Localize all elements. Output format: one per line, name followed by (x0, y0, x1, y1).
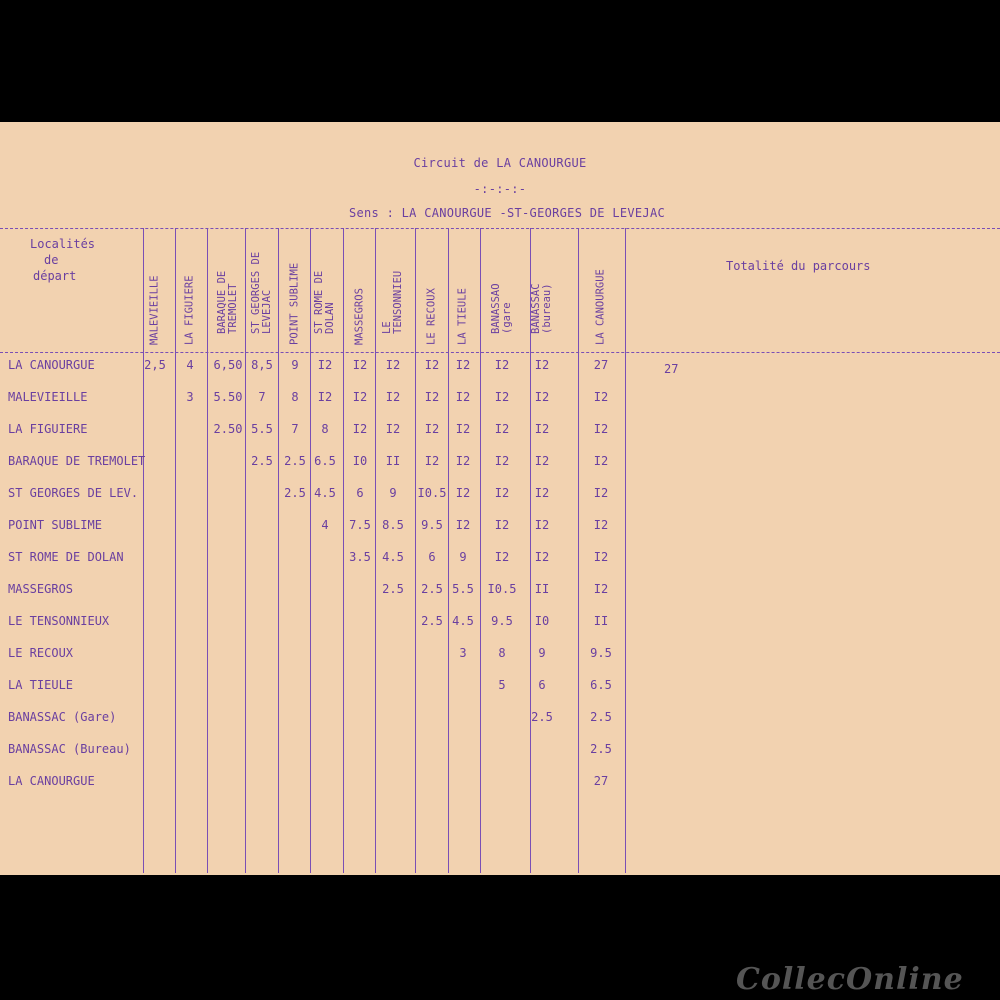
table-cell: 6.5 (590, 678, 612, 692)
column-header-label: MALEVIEILLE (148, 275, 161, 345)
table-cell: I0 (352, 454, 368, 468)
table-cell: I0.5 (417, 486, 447, 500)
table-cell: 9 (291, 358, 299, 372)
table-cell: 2,5 (144, 358, 166, 372)
table-cell: 2.5 (590, 742, 612, 756)
table-cell: I2 (534, 422, 550, 436)
table-cell: 9.5 (491, 614, 513, 628)
column-header-label: ST GEORGES DE LEVEJAC (250, 251, 273, 334)
table-cell: 2.50 (213, 422, 243, 436)
table-cell: I2 (455, 518, 471, 532)
row-label: BARAQUE DE TREMOLET (8, 454, 146, 468)
table-cell: 2.5 (382, 582, 404, 596)
row-label: LA TIEULE (8, 678, 74, 692)
column-header (344, 234, 376, 356)
title-separator: -:-:-:- (473, 182, 527, 196)
column-header (447, 234, 479, 356)
table-cell: 6,50 (213, 358, 243, 372)
table-cell: I2 (494, 422, 510, 436)
table-cell: 4.5 (452, 614, 474, 628)
table-cell: 6 (428, 550, 436, 564)
row-label: ST GEORGES DE LEV. (8, 486, 139, 500)
row-label: MALEVIEILLE (8, 390, 88, 404)
table-cell: I2 (424, 358, 440, 372)
table-cell: 2.5 (284, 454, 306, 468)
table-cell: I2 (534, 358, 550, 372)
column-header (416, 234, 448, 356)
table-cell: I2 (593, 454, 609, 468)
table-cell: 2.5 (421, 582, 443, 596)
table-cell: I2 (317, 390, 333, 404)
table-cell: 5.50 (213, 390, 243, 404)
table-cell: I2 (534, 518, 550, 532)
table-cell: 2.5 (421, 614, 443, 628)
row-label: ST ROME DE DOLAN (8, 550, 124, 564)
column-header (486, 234, 518, 356)
table-cell: I2 (385, 422, 401, 436)
table-cell: I2 (455, 422, 471, 436)
row-label: LE TENSONNIEUX (8, 614, 110, 628)
row-label: LE RECOUX (8, 646, 74, 660)
column-rule (578, 228, 579, 873)
table-cell: I2 (593, 518, 609, 532)
document-title: Circuit de LA CANOURGUE (413, 156, 587, 170)
table-cell: 8 (498, 646, 506, 660)
row-label: BANASSAC (Gare) (8, 710, 117, 724)
column-header (585, 234, 617, 356)
table-cell: 3.5 (349, 550, 371, 564)
table-cell: II (593, 614, 609, 628)
table-cell: I2 (534, 390, 550, 404)
column-header-label: BARAQUE DE TREMOLET (216, 270, 239, 334)
column-header-label: LA TIEULE (456, 288, 469, 345)
table-cell: 9 (459, 550, 467, 564)
table-cell: I2 (593, 550, 609, 564)
table-cell: 7.5 (349, 518, 371, 532)
table-cell: 2.5 (590, 710, 612, 724)
table-cell: I2 (455, 358, 471, 372)
table-cell: 6 (356, 486, 364, 500)
table-cell: 9 (389, 486, 397, 500)
table-cell: II (534, 582, 550, 596)
table-cell: 4.5 (382, 550, 404, 564)
table-cell: 7 (291, 422, 299, 436)
column-header (174, 234, 206, 356)
column-header (139, 234, 171, 356)
document-sheet (0, 122, 1000, 875)
table-cell: I2 (385, 390, 401, 404)
column-header-label: MASSEGROS (353, 288, 366, 345)
row-label: LA FIGUIERE (8, 422, 88, 436)
corner-header: Localités de départ (30, 237, 96, 283)
table-cell: 5.5 (251, 422, 273, 436)
table-cell: 2.5 (531, 710, 553, 724)
table-cell: I2 (385, 358, 401, 372)
table-cell: 4 (186, 358, 194, 372)
table-cell: 5.5 (452, 582, 474, 596)
table-cell: I2 (494, 358, 510, 372)
column-rule (207, 228, 208, 873)
table-cell: 6 (538, 678, 546, 692)
table-cell: I2 (352, 422, 368, 436)
table-cell: 27 (593, 774, 609, 788)
table-cell: I2 (494, 486, 510, 500)
column-header (279, 234, 311, 356)
table-cell: 3 (459, 646, 467, 660)
column-header-label: LE RECOUX (425, 288, 438, 345)
table-cell: I2 (424, 454, 440, 468)
table-cell: 9.5 (421, 518, 443, 532)
row-label: POINT SUBLIME (8, 518, 102, 532)
table-cell: 4.5 (314, 486, 336, 500)
table-cell: I0 (534, 614, 550, 628)
table-cell: I2 (534, 550, 550, 564)
column-header-label: BANASSAC (bureau) (530, 283, 553, 334)
column-header-label: LE TENSONNIEU (381, 270, 404, 334)
table-cell: I2 (593, 582, 609, 596)
row-label: LA CANOURGUE (8, 774, 95, 788)
row-label: LA CANOURGUE (8, 358, 95, 372)
table-cell: I2 (494, 518, 510, 532)
row-label: BANASSAC (Bureau) (8, 742, 131, 756)
table-cell: I2 (352, 358, 368, 372)
table-cell: I2 (455, 486, 471, 500)
table-top-rule (0, 228, 1000, 229)
table-cell: I2 (424, 422, 440, 436)
column-header (246, 234, 278, 356)
column-header (377, 234, 409, 356)
table-cell: 6.5 (314, 454, 336, 468)
table-cell: I2 (455, 454, 471, 468)
table-cell: 9 (538, 646, 546, 660)
table-cell: 8,5 (251, 358, 273, 372)
column-header-label: LA CANOURGUE (594, 269, 607, 345)
table-cell: 8 (321, 422, 329, 436)
watermark-logo: CollecOnline (736, 962, 964, 997)
table-cell: 2.5 (284, 486, 306, 500)
table-cell: I2 (593, 486, 609, 500)
table-cell: 2.5 (251, 454, 273, 468)
table-cell: I2 (317, 358, 333, 372)
table-cell: 8 (291, 390, 299, 404)
table-cell: I2 (534, 486, 550, 500)
table-cell: I2 (593, 390, 609, 404)
row-label: MASSEGROS (8, 582, 74, 596)
column-header-label: BANASSAO (gare (490, 283, 513, 334)
table-cell: I2 (494, 550, 510, 564)
table-cell: I2 (494, 454, 510, 468)
grand-total: 27 (664, 362, 679, 376)
total-header: Totalité du parcours (726, 259, 871, 273)
column-header (212, 234, 244, 356)
direction-line: Sens : LA CANOURGUE -ST-GEORGES DE LEVEJAC (348, 206, 666, 220)
column-rule (480, 228, 481, 873)
table-cell: 4 (321, 518, 329, 532)
column-header (309, 234, 341, 356)
table-cell: I0.5 (487, 582, 517, 596)
table-cell: 27 (593, 358, 609, 372)
table-cell: 9.5 (590, 646, 612, 660)
table-cell: 7 (258, 390, 266, 404)
table-cell: I2 (494, 390, 510, 404)
table-cell: I2 (424, 390, 440, 404)
table-cell: 8.5 (382, 518, 404, 532)
table-cell: 5 (498, 678, 506, 692)
column-header-label: POINT SUBLIME (288, 262, 301, 345)
table-cell: I2 (455, 390, 471, 404)
column-header-label: LA FIGUIERE (183, 275, 196, 345)
table-cell: II (385, 454, 401, 468)
column-header (526, 234, 558, 356)
column-rule (625, 228, 626, 873)
table-cell: I2 (352, 390, 368, 404)
column-header-label: ST ROME DE DOLAN (313, 270, 336, 334)
table-cell: I2 (593, 422, 609, 436)
table-cell: 3 (186, 390, 194, 404)
table-cell: I2 (534, 454, 550, 468)
